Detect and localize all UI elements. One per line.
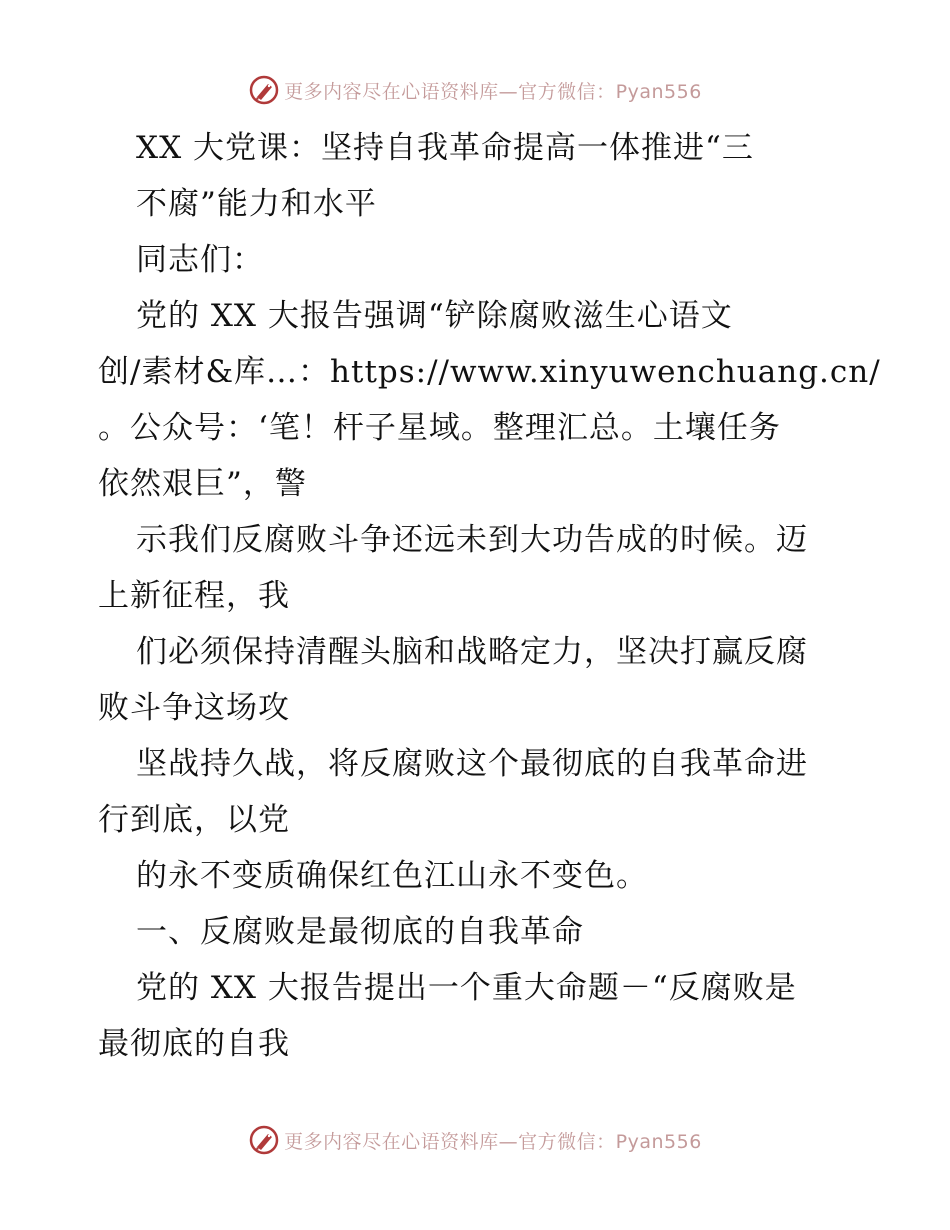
document-title-line-2: 不腐”能力和水平 [136, 186, 377, 222]
paragraph-line: 败斗争这场攻 [98, 690, 290, 726]
paragraph-line: 们必须保持清醒头脑和战略定力，坚决打赢反腐 [136, 634, 808, 670]
paragraph-line: 示我们反腐败斗争还远未到大功告成的时候。迈 [136, 522, 808, 558]
paragraph-line: 坚战持久战，将反腐败这个最彻底的自我革命进 [136, 746, 808, 782]
footer-banner-text: 更多内容尽在心语资料库—官方微信：Pyan556 [284, 1130, 702, 1153]
paragraph-line: 党的 XX 大报告强调“铲除腐败滋生心语文 [136, 298, 733, 334]
paragraph-line: 创/素材&库…：https://www.xinyuwenchuang.cn/ [98, 354, 881, 390]
paragraph-line: 上新征程，我 [98, 578, 290, 614]
paragraph-line: 党的 XX 大报告提出一个重大命题－“反腐败是 [136, 970, 797, 1006]
paragraph-line: 。公众号：‘笔！杆子星域。整理汇总。土壤任务 [98, 410, 781, 446]
paragraph-line: 最彻底的自我 [98, 1026, 290, 1062]
salutation: 同志们： [136, 242, 264, 278]
paragraph-line: 依然艰巨”，警 [98, 466, 307, 502]
header-banner [0, 70, 950, 110]
document-title-line-1: XX 大党课：坚持自我革命提高一体推进“三 [136, 130, 754, 166]
paragraph-line: 行到底，以党 [98, 802, 290, 838]
footer-banner [0, 1120, 950, 1160]
header-banner-text: 更多内容尽在心语资料库—官方微信：Pyan556 [284, 80, 702, 103]
pen-nib-logo-icon [248, 74, 280, 106]
document-body [98, 120, 881, 1072]
paragraph-line: 的永不变质确保红色江山永不变色。 [136, 858, 648, 894]
section-heading: 一、反腐败是最彻底的自我革命 [136, 914, 584, 950]
pen-nib-logo-icon [248, 1124, 280, 1156]
